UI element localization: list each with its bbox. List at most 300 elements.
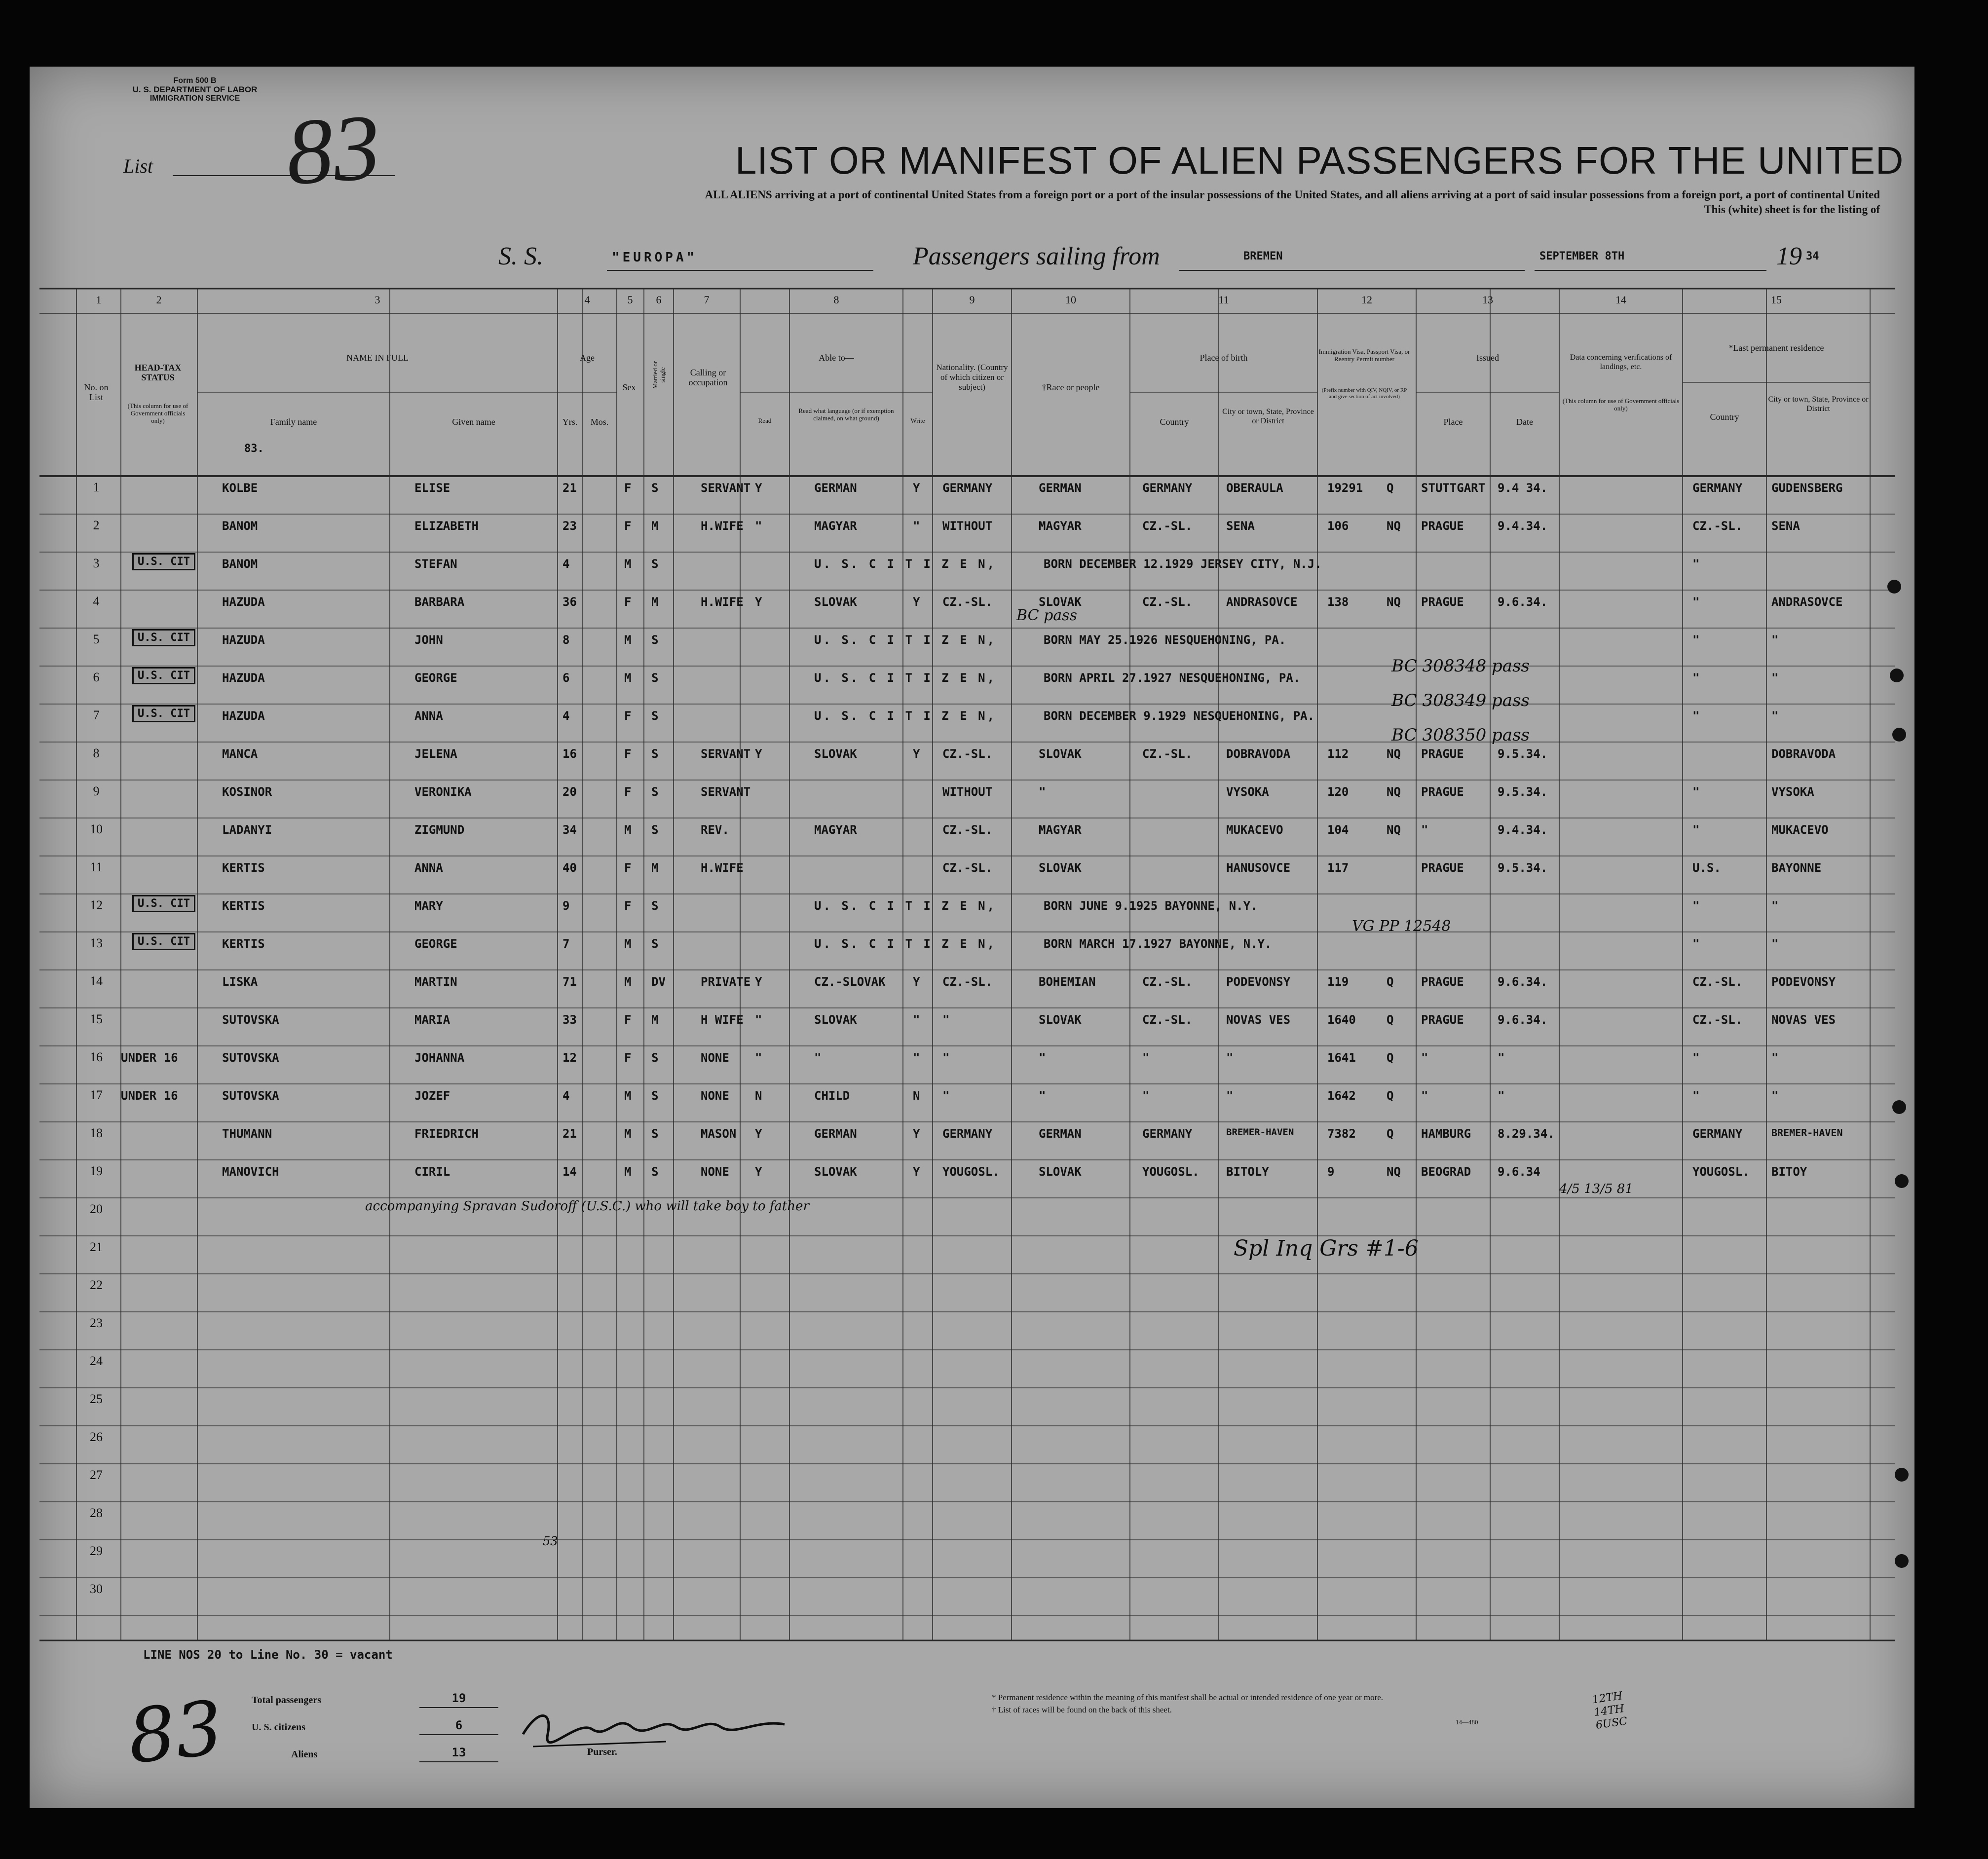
row-number: 19 xyxy=(90,1164,103,1178)
visa-type: NQ xyxy=(1387,785,1401,799)
residence-city: " xyxy=(1771,899,1779,913)
given-name: MARIA xyxy=(414,1013,450,1027)
age-years: 16 xyxy=(563,747,577,761)
issued-date: 9.4.34. xyxy=(1498,519,1548,533)
read-language: GERMAN xyxy=(814,481,857,495)
visa-type: NQ xyxy=(1387,823,1401,837)
column-number: 14 xyxy=(1615,294,1626,306)
header-calling: Calling or occupation xyxy=(688,368,728,387)
residence-country: YOUGOSL. xyxy=(1692,1165,1750,1179)
residence-city: DOBRAVODA xyxy=(1771,747,1836,761)
header-nationality: Nationality. (Country of which citizen or subject) xyxy=(936,363,1008,392)
family-name: SUTOVSKA xyxy=(222,1051,279,1065)
service-name: IMMIGRATION SERVICE xyxy=(150,94,240,103)
family-name: BANOM xyxy=(222,519,258,533)
race-people: BOHEMIAN xyxy=(1039,975,1096,989)
visa-number: 9 xyxy=(1327,1165,1335,1179)
nationality: GERMANY xyxy=(942,1127,993,1141)
subtitle-line-1: ALL ALIENS arriving at a port of continental United States from a foreign port or a port of the insular possessions of the United States, and all aliens arriving at a port of said insular possessions from a foreign port, a port of continental United xyxy=(705,188,1880,201)
visa-type: Q xyxy=(1387,1051,1394,1065)
age-years: 36 xyxy=(563,595,577,609)
residence-city: BAYONNE xyxy=(1771,861,1822,875)
birth-city: BREMER-HAVEN xyxy=(1226,1127,1294,1138)
birth-city: MUKACEVO xyxy=(1226,823,1283,837)
row-number: 26 xyxy=(90,1430,103,1444)
race-people: SLOVAK xyxy=(1039,861,1082,875)
family-name: LISKA xyxy=(222,975,258,989)
row-number: 22 xyxy=(90,1278,103,1292)
residence-country: GERMANY xyxy=(1692,481,1743,495)
birth-info: BORN MARCH 17.1927 BAYONNE, N.Y. xyxy=(1044,937,1272,951)
ship-name: "EUROPA" xyxy=(612,250,698,265)
issued-place: " xyxy=(1421,823,1428,837)
row-number: 29 xyxy=(90,1544,103,1558)
aliens-label: Aliens xyxy=(291,1749,318,1760)
residence-country: CZ.-SL. xyxy=(1692,519,1743,533)
ss-label: S. S. xyxy=(498,242,543,270)
nationality: " xyxy=(942,1013,950,1027)
residence-city: " xyxy=(1771,671,1779,685)
handwritten-note-row20: Spl Inq Grs #1-6 xyxy=(1234,1236,1419,1261)
residence-city: GUDENSBERG xyxy=(1771,481,1843,495)
binding-hole xyxy=(1895,1468,1909,1482)
residence-country: GERMANY xyxy=(1692,1127,1743,1141)
can-read: " xyxy=(755,1013,762,1027)
residence-city: NOVAS VES xyxy=(1771,1013,1836,1027)
header-yrs: Yrs. xyxy=(562,417,578,427)
citizen-status: U. S. C I T I Z E N, xyxy=(814,899,996,913)
birth-info: BORN DECEMBER 12.1929 JERSEY CITY, N.J. xyxy=(1044,557,1322,571)
row-number: 13 xyxy=(90,936,103,950)
visa-type: Q xyxy=(1387,1013,1394,1027)
birth-info: BORN DECEMBER 9.1929 NESQUEHONING, PA. xyxy=(1044,709,1315,723)
footnote-races: † List of races will be found on the back of this sheet. xyxy=(992,1705,1172,1714)
race-people: " xyxy=(1039,785,1046,799)
citizen-status: U. S. C I T I Z E N, xyxy=(814,709,996,723)
race-people: SLOVAK xyxy=(1039,747,1082,761)
family-name: SUTOVSKA xyxy=(222,1089,279,1103)
citizen-status: U. S. C I T I Z E N, xyxy=(814,671,996,685)
given-name: ELIZABETH xyxy=(414,519,479,533)
header-birth-city: City or town, State, Province or District xyxy=(1222,408,1314,425)
given-name: FRIEDRICH xyxy=(414,1127,479,1141)
marital-status: M xyxy=(651,595,659,609)
row-number: 28 xyxy=(90,1506,103,1520)
nationality: CZ.-SL. xyxy=(942,975,993,989)
page-mark: 53 xyxy=(543,1534,558,1548)
sex: F xyxy=(624,1051,632,1065)
given-name: VERONIKA xyxy=(414,785,472,799)
handwritten-bc-row3: BC pass xyxy=(1016,607,1077,624)
column-number: 10 xyxy=(1065,294,1076,306)
race-people: MAGYAR xyxy=(1039,519,1082,533)
year-prefix: 19 xyxy=(1776,242,1802,270)
issued-place: PRAGUE xyxy=(1421,785,1464,799)
nationality: CZ.-SL. xyxy=(942,595,993,609)
header-res-city: City or town, State, Province or District xyxy=(1768,395,1869,413)
handwritten-bc-row6: BC 308349 pass xyxy=(1391,691,1530,710)
birth-country: CZ.-SL. xyxy=(1142,595,1193,609)
marital-status: S xyxy=(651,671,659,685)
birth-city: DOBRAVODA xyxy=(1226,747,1291,761)
residence-country: " xyxy=(1692,671,1700,685)
total-underline xyxy=(419,1707,498,1708)
binding-hole xyxy=(1892,728,1906,742)
header-able-to: Able to— xyxy=(819,353,854,363)
given-name: JOHANNA xyxy=(414,1051,465,1065)
visa-type: Q xyxy=(1387,975,1394,989)
residence-country: " xyxy=(1692,1051,1700,1065)
residence-city: SENA xyxy=(1771,519,1800,533)
total-passengers-label: Total passengers xyxy=(252,1695,321,1706)
residence-country: " xyxy=(1692,709,1700,723)
vacant-lines-note: LINE NOS 20 to Line No. 30 = vacant xyxy=(143,1648,393,1662)
family-name: KERTIS xyxy=(222,861,265,875)
column-number: 1 xyxy=(96,294,102,306)
manifest-sheet xyxy=(30,67,1914,1808)
column-number: 7 xyxy=(704,294,710,306)
age-years: 4 xyxy=(563,709,570,723)
citizen-status: U. S. C I T I Z E N, xyxy=(814,557,996,571)
issued-date: 9.6.34. xyxy=(1498,1013,1548,1027)
birth-city: " xyxy=(1226,1089,1234,1103)
sex: M xyxy=(624,975,632,989)
family-name: KERTIS xyxy=(222,937,265,951)
header-issued: Issued xyxy=(1476,353,1499,363)
header-res-country: Country xyxy=(1710,412,1739,422)
birth-country: CZ.-SL. xyxy=(1142,747,1193,761)
form-code: 14—480 xyxy=(1456,1718,1478,1726)
race-people: " xyxy=(1039,1051,1046,1065)
header-birth-country: Country xyxy=(1160,417,1189,427)
row-number: 2 xyxy=(93,518,100,532)
row-number: 3 xyxy=(93,556,100,570)
birth-country: CZ.-SL. xyxy=(1142,1013,1193,1027)
issued-place: STUTTGART xyxy=(1421,481,1486,495)
row-number: 4 xyxy=(93,594,100,608)
row-number: 25 xyxy=(90,1392,103,1406)
row-number: 6 xyxy=(93,670,100,684)
read-language: MAGYAR xyxy=(814,823,857,837)
residence-country: " xyxy=(1692,785,1700,799)
birth-city: OBERAULA xyxy=(1226,481,1283,495)
issued-date: 9.5.34. xyxy=(1498,861,1548,875)
row-number: 18 xyxy=(90,1126,103,1140)
can-read: Y xyxy=(755,747,762,761)
race-people: MAGYAR xyxy=(1039,823,1082,837)
birth-country: CZ.-SL. xyxy=(1142,975,1193,989)
read-language: SLOVAK xyxy=(814,747,857,761)
sex: M xyxy=(624,937,632,951)
occupation: NONE xyxy=(701,1089,729,1103)
issued-date: 9.6.34. xyxy=(1498,595,1548,609)
bottom-margin-number: 83 xyxy=(124,1685,227,1781)
can-read: Y xyxy=(755,481,762,495)
footnote-residence: * Permanent residence within the meaning of this manifest shall be actual or intended residence of one year or more. xyxy=(992,1693,1384,1702)
visa-number: 19291 xyxy=(1327,481,1363,495)
age-years: 4 xyxy=(563,557,570,571)
issued-date: 9.5.34. xyxy=(1498,747,1548,761)
read-language: SLOVAK xyxy=(814,1165,857,1179)
binding-hole xyxy=(1887,580,1901,594)
can-read: Y xyxy=(755,595,762,609)
birth-city: VYSOKA xyxy=(1226,785,1269,799)
issued-place: PRAGUE xyxy=(1421,861,1464,875)
citizens-underline xyxy=(419,1734,498,1735)
visa-type: NQ xyxy=(1387,747,1401,761)
header-visa-note: (Prefix number with QIV, NQIV, or RP and give section of act involved) xyxy=(1321,387,1407,400)
issued-date: 8.29.34. xyxy=(1498,1127,1555,1141)
marital-status: S xyxy=(651,709,659,723)
sex: F xyxy=(624,899,632,913)
column-number: 13 xyxy=(1482,294,1493,306)
marital-status: S xyxy=(651,481,659,495)
age-years: 20 xyxy=(563,785,577,799)
birth-country: YOUGOSL. xyxy=(1142,1165,1200,1179)
issued-date: 9.6.34 xyxy=(1498,1165,1540,1179)
residence-country: " xyxy=(1692,823,1700,837)
row-number: 12 xyxy=(90,898,103,912)
header-visa: Immigration Visa, Passport Visa, or Reentry Permit number xyxy=(1318,348,1410,363)
occupation: H.WIFE xyxy=(701,595,744,609)
occupation: H.WIFE xyxy=(701,519,744,533)
race-people: GERMAN xyxy=(1039,481,1082,495)
age-years: 71 xyxy=(563,975,577,989)
sex: M xyxy=(624,671,632,685)
sex: F xyxy=(624,1013,632,1027)
column-number: 4 xyxy=(584,294,590,306)
header-issued-date: Date xyxy=(1516,417,1533,427)
binding-hole xyxy=(1890,669,1904,682)
visa-type: Q xyxy=(1387,1127,1394,1141)
birth-city: HANUSOVCE xyxy=(1226,861,1291,875)
handwritten-bc-row7: BC 308350 pass xyxy=(1391,725,1530,745)
nationality: CZ.-SL. xyxy=(942,861,993,875)
residence-country: " xyxy=(1692,633,1700,647)
issued-date: 9.5.34. xyxy=(1498,785,1548,799)
header-head-tax-note: (This column for use of Government officials only) xyxy=(127,402,188,424)
handwritten-ref-row19: 4/5 13/5 81 xyxy=(1559,1182,1633,1196)
family-name: KOSINOR xyxy=(222,785,272,799)
given-name: GEORGE xyxy=(414,937,457,951)
occupation: REV. xyxy=(701,823,729,837)
age-years: 12 xyxy=(563,1051,577,1065)
row-number: 16 xyxy=(90,1050,103,1064)
row-number: 1 xyxy=(93,480,100,494)
list-label: List xyxy=(123,155,153,177)
read-language: CZ.-SLOVAK xyxy=(814,975,886,989)
age-years: 14 xyxy=(563,1165,577,1179)
sailing-date: SEPTEMBER 8TH xyxy=(1539,250,1625,262)
column-number: 9 xyxy=(969,294,975,306)
sex: M xyxy=(624,633,632,647)
marital-status: S xyxy=(651,1165,659,1179)
birth-country: GERMANY xyxy=(1142,1127,1193,1141)
residence-country: CZ.-SL. xyxy=(1692,975,1743,989)
can-write: Y xyxy=(913,975,920,989)
issued-place: PRAGUE xyxy=(1421,1013,1464,1027)
marital-status: S xyxy=(651,557,659,571)
marital-status: S xyxy=(651,937,659,951)
head-tax-status: UNDER 16 xyxy=(121,1051,178,1065)
page-title: LIST OR MANIFEST OF ALIEN PASSENGERS FOR THE UNITED xyxy=(735,139,1904,182)
column-number: 3 xyxy=(375,294,380,306)
row-number: 30 xyxy=(90,1582,103,1596)
sex: F xyxy=(624,861,632,875)
given-name: CIRIL xyxy=(414,1165,450,1179)
header-write: Write xyxy=(910,417,925,424)
birth-city: PODEVONSY xyxy=(1226,975,1291,989)
row-number: 9 xyxy=(93,784,100,798)
marital-status: S xyxy=(651,633,659,647)
issued-place: BEOGRAD xyxy=(1421,1165,1471,1179)
given-name: JOZEF xyxy=(414,1089,450,1103)
purser-signature xyxy=(518,1700,794,1754)
us-citizens-label: U. S. citizens xyxy=(252,1722,305,1733)
us-citizen-stamp: U.S. CIT xyxy=(132,705,195,722)
sex: F xyxy=(624,595,632,609)
row-number: 5 xyxy=(93,632,100,646)
row-number: 27 xyxy=(90,1468,103,1482)
read-language: GERMAN xyxy=(814,1127,857,1141)
marital-status: S xyxy=(651,1051,659,1065)
header-given-name: Given name xyxy=(452,417,495,427)
visa-number: 1641 xyxy=(1327,1051,1356,1065)
column-number: 12 xyxy=(1361,294,1372,306)
sailing-label: Passengers sailing from xyxy=(913,242,1160,270)
sex: F xyxy=(624,709,632,723)
marital-status: M xyxy=(651,519,659,533)
can-write: Y xyxy=(913,481,920,495)
given-name: BARBARA xyxy=(414,595,465,609)
header-issued-place: Place xyxy=(1443,417,1463,427)
residence-country: " xyxy=(1692,595,1700,609)
race-people: GERMAN xyxy=(1039,1127,1082,1141)
row-number: 10 xyxy=(90,822,103,836)
handwritten-note-row19: accompanying Spravan Sudoroff (U.S.C.) who will take boy to father xyxy=(365,1199,809,1214)
residence-city: BREMER-HAVEN xyxy=(1771,1127,1843,1139)
can-read: " xyxy=(755,1051,762,1065)
row-number: 23 xyxy=(90,1316,103,1330)
family-name: HAZUDA xyxy=(222,709,265,723)
can-read: Y xyxy=(755,975,762,989)
visa-number: 119 xyxy=(1327,975,1349,989)
row-number: 20 xyxy=(90,1202,103,1216)
birth-country: " xyxy=(1142,1089,1150,1103)
can-read: Y xyxy=(755,1165,762,1179)
given-name: MARY xyxy=(414,899,443,913)
visa-type: NQ xyxy=(1387,519,1401,533)
birth-country: " xyxy=(1142,1051,1150,1065)
aliens-value: 13 xyxy=(451,1746,466,1759)
occupation: NONE xyxy=(701,1165,729,1179)
family-name: HAZUDA xyxy=(222,595,265,609)
sex: M xyxy=(624,823,632,837)
issued-date: 9.4.34. xyxy=(1498,823,1548,837)
family-name: KOLBE xyxy=(222,481,258,495)
aliens-underline xyxy=(419,1761,498,1762)
age-years: 21 xyxy=(563,1127,577,1141)
birth-info: BORN MAY 25.1926 NESQUEHONING, PA. xyxy=(1044,633,1286,647)
occupation: SERVANT xyxy=(701,785,751,799)
family-name: THUMANN xyxy=(222,1127,272,1141)
visa-type: Q xyxy=(1387,481,1394,495)
marital-status: S xyxy=(651,899,659,913)
row-number: 7 xyxy=(93,708,100,722)
can-write: Y xyxy=(913,595,920,609)
nationality: CZ.-SL. xyxy=(942,823,993,837)
header-no-on-list: No. on List xyxy=(84,382,109,402)
birth-city: ANDRASOVCE xyxy=(1226,595,1298,609)
can-read: " xyxy=(755,519,762,533)
us-citizen-stamp: U.S. CIT xyxy=(132,553,195,570)
given-name: ELISE xyxy=(414,481,450,495)
given-name: STEFAN xyxy=(414,557,457,571)
sex: F xyxy=(624,481,632,495)
can-write: " xyxy=(913,1013,920,1027)
handwritten-visa-row12: VG PP 12548 xyxy=(1352,918,1451,935)
occupation: H.WIFE xyxy=(701,861,744,875)
issued-place: HAMBURG xyxy=(1421,1127,1471,1141)
nationality: " xyxy=(942,1089,950,1103)
nationality: YOUGOSL. xyxy=(942,1165,1000,1179)
header-verification-note: (This column for use of Government officials only) xyxy=(1562,397,1680,412)
header-verification: Data concerning verifications of landings, etc. xyxy=(1570,353,1672,371)
citizen-status: U. S. C I T I Z E N, xyxy=(814,633,996,647)
purser-label: Purser. xyxy=(587,1747,617,1757)
binding-hole xyxy=(1895,1174,1909,1188)
birth-country: CZ.-SL. xyxy=(1142,519,1193,533)
occupation: MASON xyxy=(701,1127,737,1141)
column-number: 11 xyxy=(1218,294,1229,306)
marital-status: S xyxy=(651,785,659,799)
marital-status: S xyxy=(651,1127,659,1141)
residence-city: " xyxy=(1771,1089,1779,1103)
row-number: 15 xyxy=(90,1012,103,1026)
residence-country: " xyxy=(1692,1089,1700,1103)
birth-city: NOVAS VES xyxy=(1226,1013,1291,1027)
age-years: 4 xyxy=(563,1089,570,1103)
age-years: 8 xyxy=(563,633,570,647)
issued-place: " xyxy=(1421,1089,1428,1103)
visa-number: 7382 xyxy=(1327,1127,1356,1141)
visa-number: 104 xyxy=(1327,823,1349,837)
age-years: 34 xyxy=(563,823,577,837)
given-name: ANNA xyxy=(414,709,443,723)
residence-city: " xyxy=(1771,633,1779,647)
issued-place: PRAGUE xyxy=(1421,519,1464,533)
can-write: N xyxy=(913,1089,920,1103)
age-years: 21 xyxy=(563,481,577,495)
family-name: BANOM xyxy=(222,557,258,571)
header-residence: *Last permanent residence xyxy=(1728,343,1824,353)
binding-hole xyxy=(1892,1100,1906,1114)
row-number: 17 xyxy=(90,1088,103,1102)
family-name: MANOVICH xyxy=(222,1165,279,1179)
row-number: 14 xyxy=(90,974,103,988)
citizen-status: U. S. C I T I Z E N, xyxy=(814,937,996,951)
us-citizen-stamp: U.S. CIT xyxy=(132,933,195,950)
us-citizen-stamp: U.S. CIT xyxy=(132,895,195,912)
family-name: LADANYI xyxy=(222,823,272,837)
occupation: PRIVATE xyxy=(701,975,751,989)
age-years: 33 xyxy=(563,1013,577,1027)
residence-country: " xyxy=(1692,899,1700,913)
header-sex: Sex xyxy=(622,382,636,392)
marital-status: M xyxy=(651,1013,659,1027)
binding-hole xyxy=(1895,1554,1909,1568)
marital-status: S xyxy=(651,747,659,761)
